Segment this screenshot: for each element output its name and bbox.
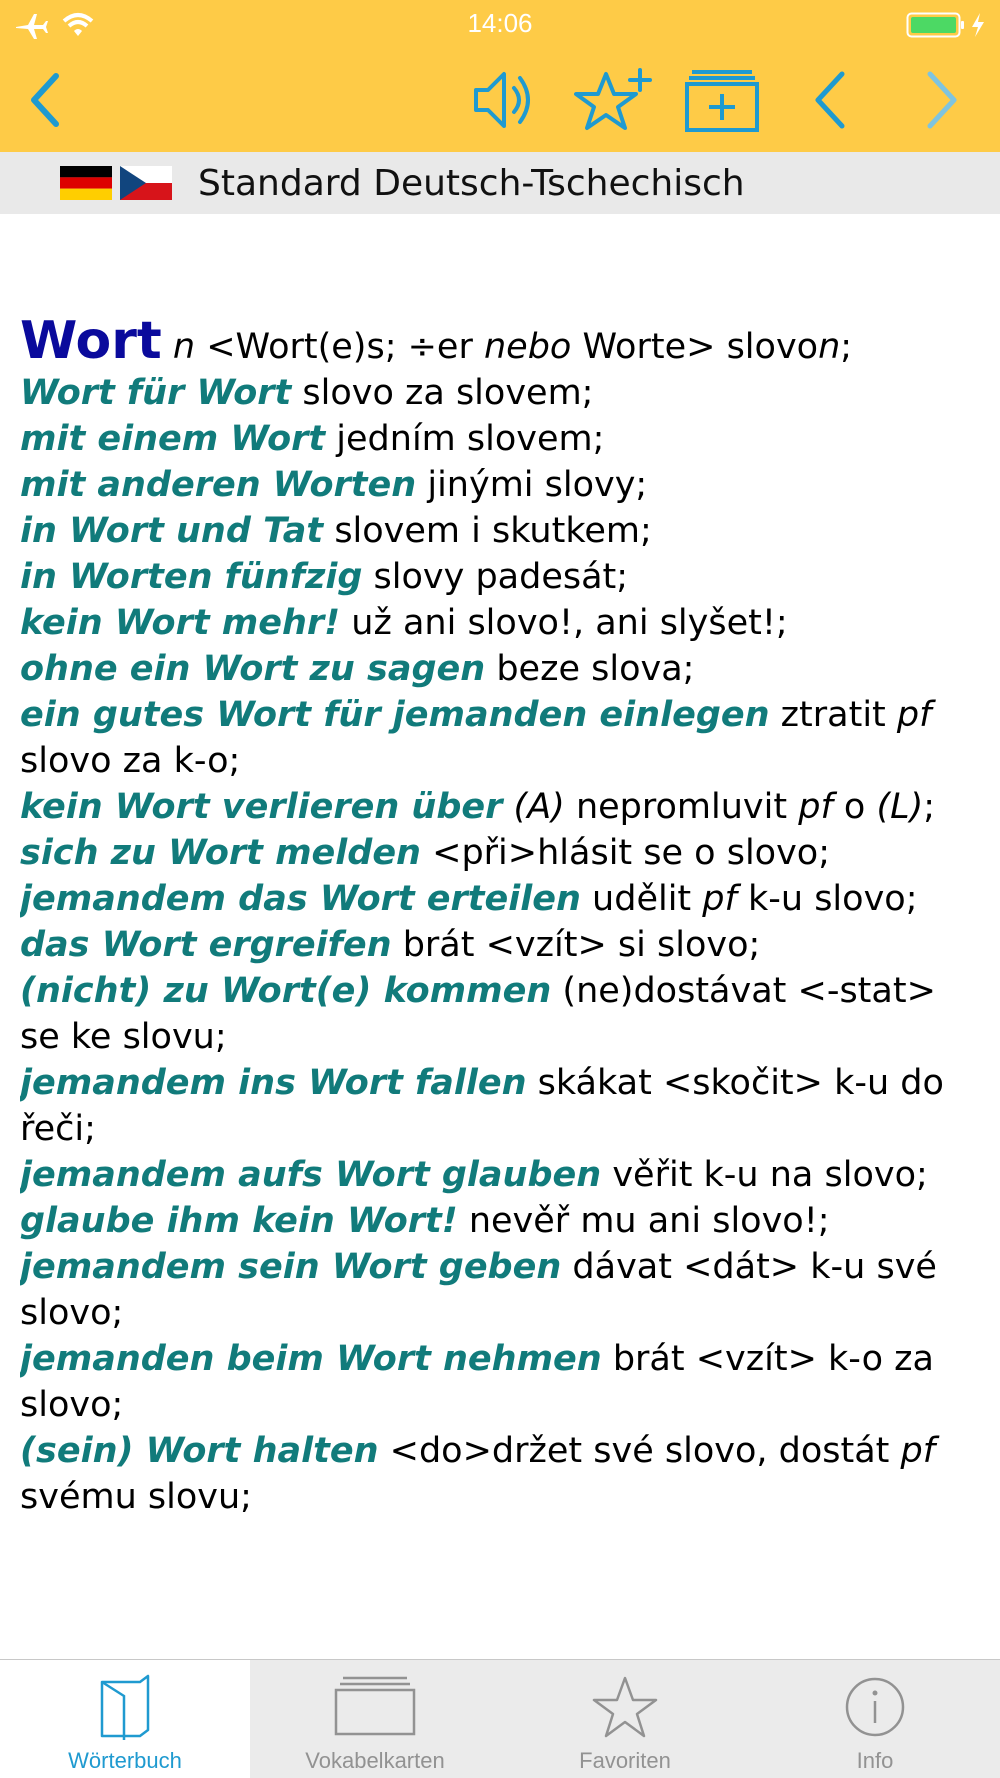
phrase: in Wort und Tat xyxy=(20,511,324,551)
translation: jedním slovem; xyxy=(336,419,605,459)
phrase: mit einem Wort xyxy=(20,419,326,459)
head-end: ; xyxy=(840,327,853,367)
entry-phrase-line xyxy=(20,922,980,968)
entry-phrase-line xyxy=(20,692,980,784)
entry-phrase-line xyxy=(20,370,980,416)
translation: dávat <dát> k-u své slovo; xyxy=(20,1247,937,1333)
phrase: sich zu Wort melden xyxy=(20,833,421,873)
entry-phrase-line xyxy=(20,416,980,462)
translation: svému slovu; xyxy=(20,1477,252,1517)
tab-bar xyxy=(0,1659,1000,1778)
translation: ztratit xyxy=(780,695,886,735)
status-bar xyxy=(0,0,1000,50)
tab-label: Info xyxy=(856,1748,894,1773)
add-flashcard-icon[interactable] xyxy=(684,66,760,134)
grammar-label: pf xyxy=(900,1431,936,1471)
status-time: 14:06 xyxy=(467,8,533,38)
grammar-label: pf xyxy=(702,879,737,919)
phrase: jemanden beim Wort nehmen xyxy=(20,1339,602,1379)
entry-phrase-line xyxy=(20,462,980,508)
phrase: mit anderen Worten xyxy=(20,465,417,505)
translation: slovy padesát; xyxy=(373,557,629,597)
headword-line xyxy=(20,318,980,370)
add-favorite-icon[interactable] xyxy=(574,66,654,134)
german-flag-icon xyxy=(60,166,112,200)
phrase: glaube ihm kein Wort! xyxy=(20,1201,458,1241)
tab-label: Favoriten xyxy=(579,1748,671,1773)
phrase: das Wort ergreifen xyxy=(20,925,392,965)
translation: nevěř mu ani slovo!; xyxy=(468,1201,830,1241)
head-gram: n xyxy=(172,327,196,367)
entry-phrase-line xyxy=(20,646,980,692)
phrase: jemandem das Wort erteilen xyxy=(20,879,581,919)
tab-woerterbuch[interactable] xyxy=(0,1660,250,1778)
star-icon xyxy=(500,1674,750,1740)
entry-phrase-line xyxy=(20,554,980,600)
next-chevron-icon[interactable] xyxy=(922,70,962,130)
grammar-label: pf xyxy=(798,787,833,827)
headword: Wort xyxy=(20,318,162,371)
entry-phrase-line xyxy=(20,830,980,876)
translation: ; xyxy=(923,787,936,827)
info-icon xyxy=(750,1674,1000,1740)
czech-flag-icon xyxy=(120,166,172,200)
phrase: jemandem sein Wort geben xyxy=(20,1247,562,1287)
cards-icon xyxy=(250,1674,500,1740)
grammar-label: (A) xyxy=(513,787,565,827)
dictionary-bar[interactable] xyxy=(0,152,1000,214)
tab-label: Vokabelkarten xyxy=(305,1748,445,1773)
entry-phrase-line xyxy=(20,968,980,1060)
translation: <při>hlásit se o slovo; xyxy=(432,833,830,873)
phrase: (nicht) zu Wort(e) kommen xyxy=(20,971,552,1011)
entry-phrase-line xyxy=(20,508,980,554)
grammar-label: (L) xyxy=(876,787,924,827)
back-chevron-icon[interactable] xyxy=(26,72,66,128)
grammar-label: pf xyxy=(896,695,932,735)
translation: jinými slovy; xyxy=(427,465,648,505)
head-gender: n xyxy=(818,327,841,367)
entry-phrase-line xyxy=(20,1060,980,1152)
entry-phrase-line xyxy=(20,1198,980,1244)
translation: věřit k-u na slovo; xyxy=(612,1155,928,1195)
translation: slovo za k-o; xyxy=(20,741,241,781)
phrase: in Worten fünfzig xyxy=(20,557,363,597)
entry-phrase-line xyxy=(20,600,980,646)
speaker-icon[interactable] xyxy=(470,68,536,132)
translation: nepromluvit xyxy=(575,787,788,827)
phrase: kein Wort verlieren über xyxy=(20,787,503,827)
translation: (ne)dostávat <-stat> se ke slovu; xyxy=(20,971,936,1057)
entry-lines xyxy=(20,370,980,1520)
navbar xyxy=(0,50,1000,152)
translation: <do>držet své slovo, dostát xyxy=(389,1431,890,1471)
tab-vokabelkarten[interactable] xyxy=(250,1660,500,1778)
entry-phrase-line xyxy=(20,1152,980,1198)
translation: už ani slovo!, ani slyšet!; xyxy=(351,603,788,643)
head-forms-2: Worte> slovo xyxy=(582,327,819,367)
phrase: ein gutes Wort für jemanden einlegen xyxy=(20,695,770,735)
phrase: Wort für Wort xyxy=(20,373,292,413)
translation: o xyxy=(843,787,866,827)
translation: skákat <skočit> k-u do řeči; xyxy=(20,1063,944,1149)
phrase: ohne ein Wort zu sagen xyxy=(20,649,486,689)
entry-phrase-line xyxy=(20,1336,980,1428)
phrase: (sein) Wort halten xyxy=(20,1431,379,1471)
battery-icon xyxy=(906,12,966,38)
entry-phrase-line xyxy=(20,784,980,830)
dictionary-entry xyxy=(20,318,980,1658)
entry-phrase-line xyxy=(20,876,980,922)
head-forms-nebo: nebo xyxy=(484,327,572,367)
status-right xyxy=(906,12,986,38)
entry-phrase-line xyxy=(20,1428,980,1520)
translation: brát <vzít> si slovo; xyxy=(402,925,761,965)
entry-phrase-line xyxy=(20,1244,980,1336)
tab-info[interactable] xyxy=(750,1660,1000,1778)
translation: slovo za slovem; xyxy=(302,373,594,413)
tab-label: Wörterbuch xyxy=(68,1748,182,1773)
head-forms-1: <Wort(e)s; ÷er xyxy=(206,327,473,367)
tab-favoriten[interactable] xyxy=(500,1660,750,1778)
phrase: kein Wort mehr! xyxy=(20,603,341,643)
translation: slovem i skutkem; xyxy=(334,511,652,551)
app-header xyxy=(0,0,1000,152)
translation: brát <vzít> k-o za slovo; xyxy=(20,1339,934,1425)
book-icon xyxy=(0,1674,250,1740)
charging-icon xyxy=(970,12,986,38)
translation: beze slova; xyxy=(496,649,695,689)
translation: udělit xyxy=(592,879,692,919)
dictionary-title: Standard Deutsch-Tschechisch xyxy=(198,163,745,204)
previous-chevron-icon[interactable] xyxy=(810,70,850,130)
phrase: jemandem ins Wort fallen xyxy=(20,1063,527,1103)
phrase: jemandem aufs Wort glauben xyxy=(20,1155,602,1195)
translation: k-u slovo; xyxy=(747,879,918,919)
